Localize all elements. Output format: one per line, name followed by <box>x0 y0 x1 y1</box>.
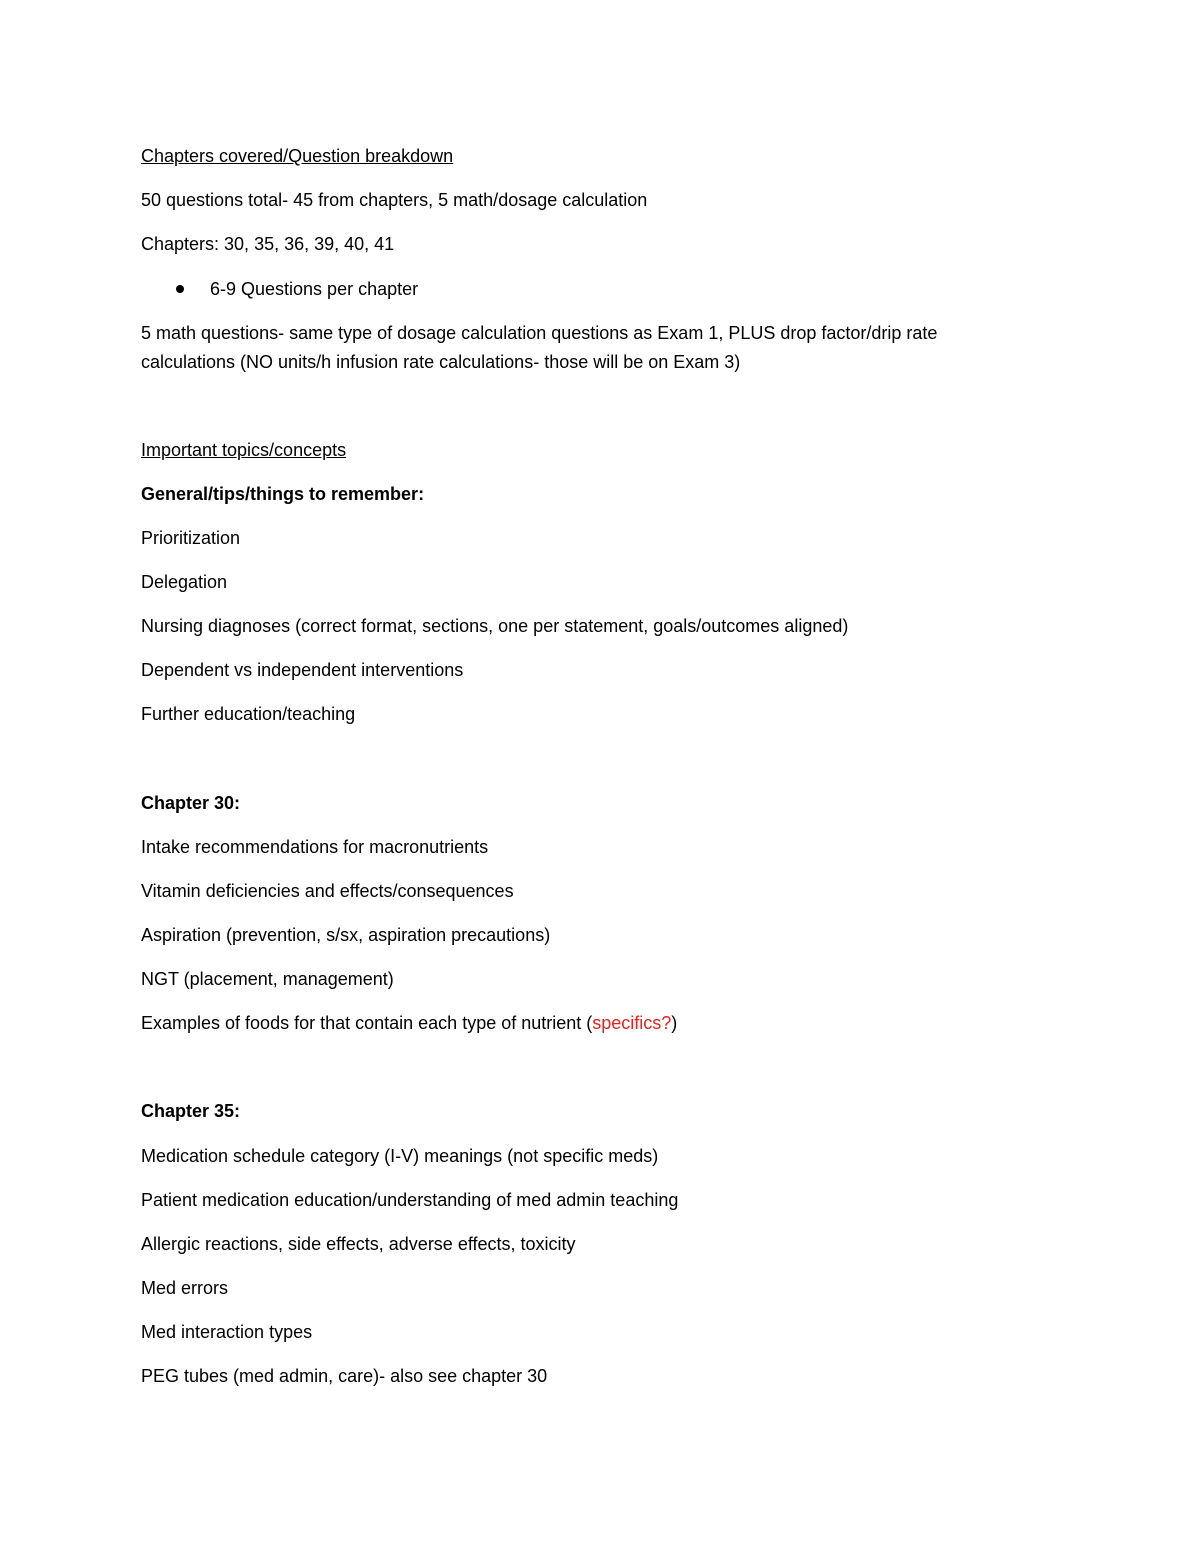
specifics-highlight: specifics? <box>592 1013 672 1033</box>
foods-text: Examples of foods for that contain each type of nutrient ( <box>141 1013 593 1033</box>
general-item: Further education/teaching <box>141 704 356 724</box>
math-questions-line-1: 5 math questions- same type of dosage calculation questions as Exam 1, PLUS drop factor/drip rate <box>141 323 938 343</box>
general-item: Delegation <box>141 572 228 592</box>
section-heading-chapters-covered: Chapters covered/Question breakdown <box>141 146 454 166</box>
chapter-30-item: NGT (placement, management) <box>141 969 394 989</box>
chapter-30-heading: Chapter 30: <box>141 793 241 813</box>
questions-per-chapter-bullet: 6-9 Questions per chapter <box>210 279 419 299</box>
chapter-35-item: Patient medication education/understanding of med admin teaching <box>141 1190 679 1210</box>
general-item: Dependent vs independent interventions <box>141 660 464 680</box>
general-item: Nursing diagnoses (correct format, sections, one per statement, goals/outcomes aligned) <box>141 616 849 636</box>
math-questions-line-2: calculations (NO units/h infusion rate calculations- those will be on Exam 3) <box>141 352 741 372</box>
closing-paren: ) <box>671 1013 678 1033</box>
chapter-35-heading: Chapter 35: <box>141 1101 241 1121</box>
general-tips-heading: General/tips/things to remember: <box>141 484 425 504</box>
chapter-35-item: Allergic reactions, side effects, adverse effects, toxicity <box>141 1234 576 1254</box>
chapter-30-item-foods <box>141 1009 677 1037</box>
bullet-icon <box>176 285 184 293</box>
chapter-30-item: Vitamin deficiencies and effects/consequences <box>141 881 514 901</box>
total-questions-line: 50 questions total- 45 from chapters, 5 math/dosage calculation <box>141 190 648 210</box>
chapter-35-item: Med interaction types <box>141 1322 313 1342</box>
chapters-list-line: Chapters: 30, 35, 36, 39, 40, 41 <box>141 234 395 254</box>
chapter-35-item: Medication schedule category (I-V) meanings (not specific meds) <box>141 1146 659 1166</box>
general-item: Prioritization <box>141 528 241 548</box>
chapter-35-item: Med errors <box>141 1278 229 1298</box>
chapter-30-item: Aspiration (prevention, s/sx, aspiration precautions) <box>141 925 551 945</box>
chapter-30-item: Intake recommendations for macronutrients <box>141 837 489 857</box>
chapter-35-item: PEG tubes (med admin, care)- also see chapter 30 <box>141 1366 548 1386</box>
section-heading-important-topics: Important topics/concepts <box>141 440 347 460</box>
